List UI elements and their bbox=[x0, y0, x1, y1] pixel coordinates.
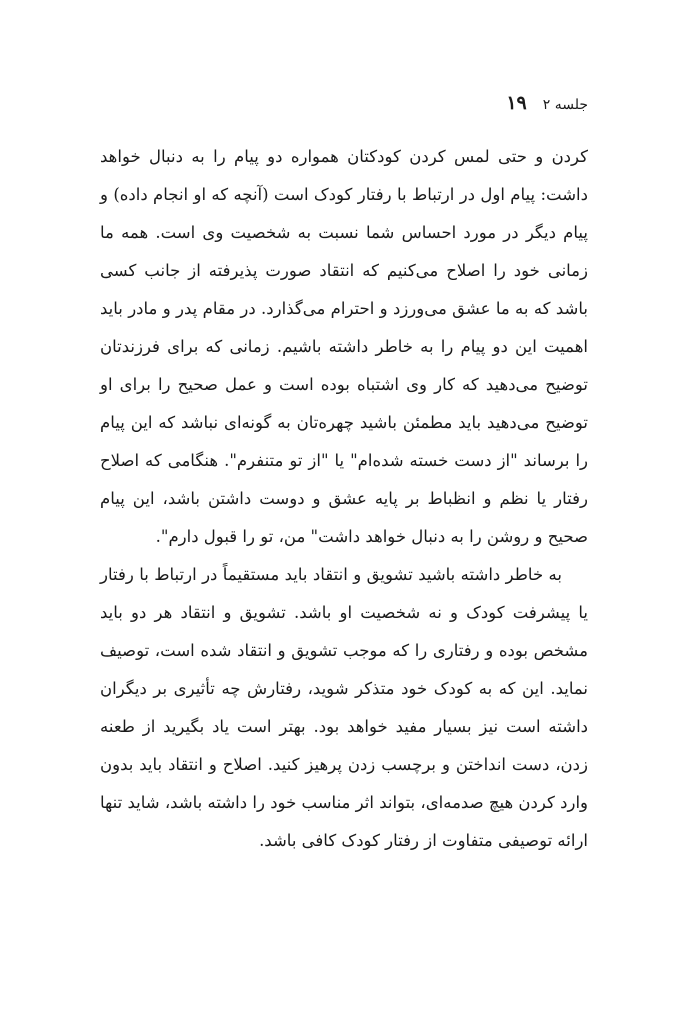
page-number: ۱۹ bbox=[506, 92, 527, 114]
body-text bbox=[100, 138, 588, 860]
paragraph-1: کردن و حتی لمس کردن کودکتان همواره دو پیام را به دنبال خواهد داشت: پیام اول در ارتباط با رفتار کودک است (آنچه که او انجام داده) و پیام دیگر در مورد احساس شما نسبت به شخصیت وی است. همه ما زمانی خود را اصلاح می‌کنیم که انتقاد صورت پذیرفته از جانب کسی باشد که به ما عشق می‌ورزد و احترام می‌گذارد. در مقام پدر و مادر باید اهمیت این دو پیام را به خاطر داشته باشیم. زمانی که برای فرزندتان توضیح می‌دهید که کار وی اشتباه بوده است و عمل صحیح را برای او توضیح می‌دهید باید مطمئن باشید چهره‌تان به گونه‌ای نباشد که این پیام را برساند "از دست خسته شده‌ام" یا "از تو متنفرم". هنگامی که اصلاح رفتار یا نظم و انظباط بر پایه عشق و دوست داشتن باشد، این پیام صحیح و روشن را به دنبال خواهد داشت" من، تو را قبول دارم". bbox=[100, 147, 588, 546]
running-header bbox=[506, 92, 588, 114]
paragraph-2: به خاطر داشته باشید تشویق و انتقاد باید مستقیماً در ارتباط با رفتار یا پیشرفت کودک و نه شخصیت او باشد. تشویق و انتقاد هر دو باید مشخص بوده و رفتاری را که موجب تشویق و انتقاد شده است، توصیف نماید. این که به کودک خود متذکر شوید، رفتارش چه تأثیری بر دیگران داشته است نیز بسیار مفید خواهد بود. بهتر است یاد بگیرید از طعنه زدن، دست انداختن و برچسب زدن پرهیز کنید. اصلاح و انتقاد باید بدون وارد کردن هیچ صدمه‌ای، بتواند اثر مناسب خود را داشته باشد، شاید تنها ارائه توصیفی متفاوت از رفتار کودک کافی باشد. bbox=[100, 565, 588, 850]
session-label: جلسه ۲ bbox=[542, 97, 588, 113]
